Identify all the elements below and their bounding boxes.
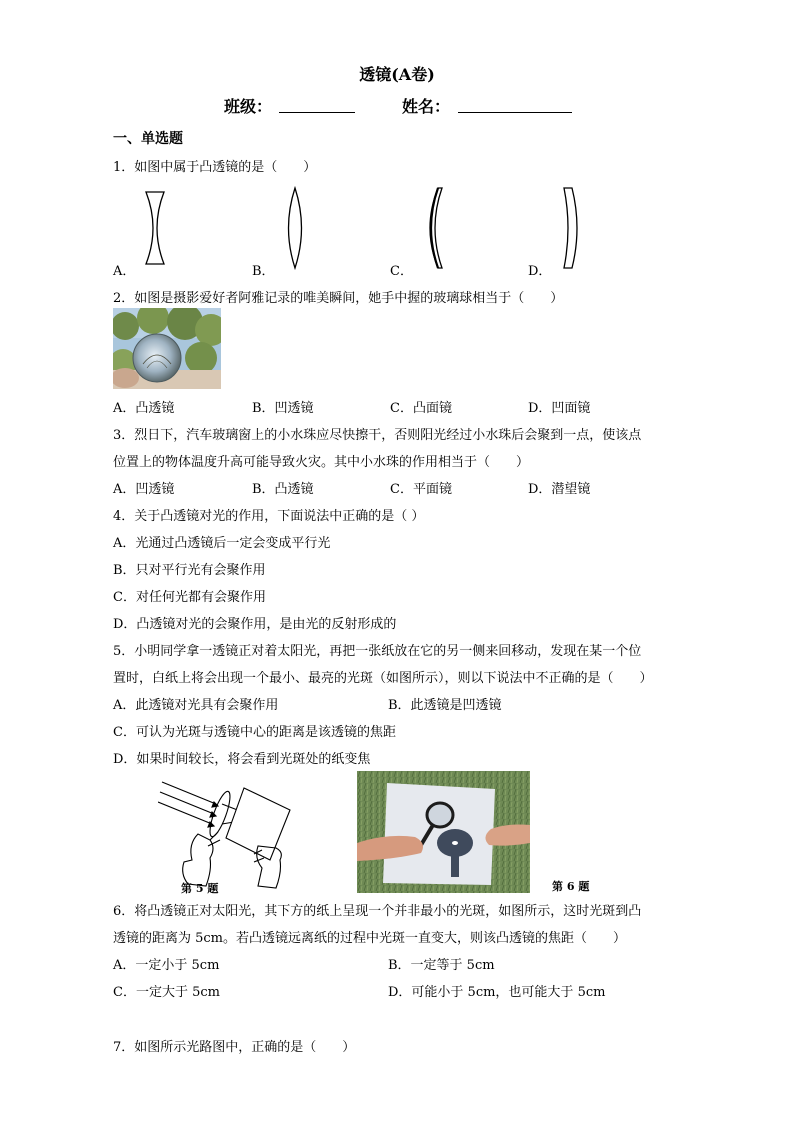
class-blank[interactable] <box>279 98 355 117</box>
q3-option-a: A．凹透镜 <box>113 482 175 497</box>
convex-lens-b-icon <box>282 186 308 270</box>
page-title: 透镜(A卷) <box>359 65 435 84</box>
q2-option-d: D．凹面镜 <box>528 401 591 416</box>
question-7-stem: 7．如图所示光路图中，正确的是（ ） <box>113 1040 356 1055</box>
q5-option-c: C．可认为光斑与透镜中心的距离是该透镜的焦距 <box>113 725 396 740</box>
question-3-stem-line2: 位置上的物体温度升高可能导致火灾。其中小水珠的作用相当于（ ） <box>113 455 530 470</box>
q1-option-c: C． <box>390 264 413 279</box>
q3-option-b: B．凸透镜 <box>252 482 314 497</box>
section-heading: 一、单选题 <box>113 131 183 147</box>
q6-magnifier-photo <box>357 771 530 893</box>
concave-lens-a-icon <box>140 188 170 268</box>
q5-option-b: B．此透镜是凹透镜 <box>388 698 502 713</box>
q4-option-d: D．凸透镜对光的会聚作用，是由光的反射形成的 <box>113 617 397 632</box>
class-label: 班级： <box>224 97 273 116</box>
q2-option-a: A．凸透镜 <box>113 401 175 416</box>
name-blank[interactable] <box>458 98 572 117</box>
q4-option-b: B．只对平行光有会聚作用 <box>113 563 266 578</box>
question-2-stem: 2．如图是摄影爱好者阿雅记录的唯美瞬间，她手中握的玻璃球相当于（ ） <box>113 291 564 306</box>
meniscus-lens-d-icon <box>560 186 584 270</box>
q6-option-d: D．可能小于 5cm，也可能大于 5cm <box>388 985 606 1000</box>
q1-option-b: B． <box>252 264 275 279</box>
question-5-stem-line1: 5．小明同学拿一透镜正对着太阳光，再把一张纸放在它的另一侧来回移动，发现在某一个位 <box>113 644 642 659</box>
q6-figure-caption: 第 6 题 <box>552 880 590 893</box>
q3-option-c: C．平面镜 <box>390 482 452 497</box>
question-3-stem-line1: 3．烈日下，汽车玻璃窗上的小水珠应尽快擦干，否则阳光经过小水珠后会聚到一点，使该点 <box>113 428 642 443</box>
q5-option-d: D．如果时间较长，将会看到光斑处的纸变焦 <box>113 752 371 767</box>
meniscus-lens-c-icon <box>420 186 448 270</box>
question-5-stem-line2: 置时，白纸上将会出现一个最小、最亮的光斑（如图所示），则以下说法中不正确的是（ ） <box>113 671 653 686</box>
q5-option-a: A．此透镜对光具有会聚作用 <box>113 698 279 713</box>
q1-option-a: A． <box>113 264 136 279</box>
q6-option-a: A．一定小于 5cm <box>113 958 220 973</box>
q5-figure-caption: 第 5 题 <box>181 882 219 895</box>
question-4-stem: 4．关于凸透镜对光的作用，下面说法中正确的是（ ） <box>113 509 425 524</box>
name-label: 姓名： <box>402 97 451 116</box>
question-6-stem-line2: 透镜的距离为 5cm。若凸透镜远离纸的过程中光斑一直变大，则该凸透镜的焦距（ ） <box>113 931 627 946</box>
q6-option-b: B．一定等于 5cm <box>388 958 495 973</box>
q3-option-d: D．潜望镜 <box>528 482 591 497</box>
q1-option-d: D． <box>528 264 552 279</box>
q5-lens-sketch <box>158 774 308 896</box>
q2-option-c: C．凸面镜 <box>390 401 452 416</box>
question-6-stem-line1: 6．将凸透镜正对太阳光，其下方的纸上呈现一个并非最小的光斑，如图所示，这时光斑到凸 <box>113 904 642 919</box>
glass-ball-photo <box>113 308 221 389</box>
question-1-stem: 1．如图中属于凸透镜的是（ ） <box>113 160 317 175</box>
q6-option-c: C．一定大于 5cm <box>113 985 220 1000</box>
q2-option-b: B．凹透镜 <box>252 401 314 416</box>
q4-option-a: A．光通过凸透镜后一定会变成平行光 <box>113 536 331 551</box>
q4-option-c: C．对任何光都有会聚作用 <box>113 590 266 605</box>
